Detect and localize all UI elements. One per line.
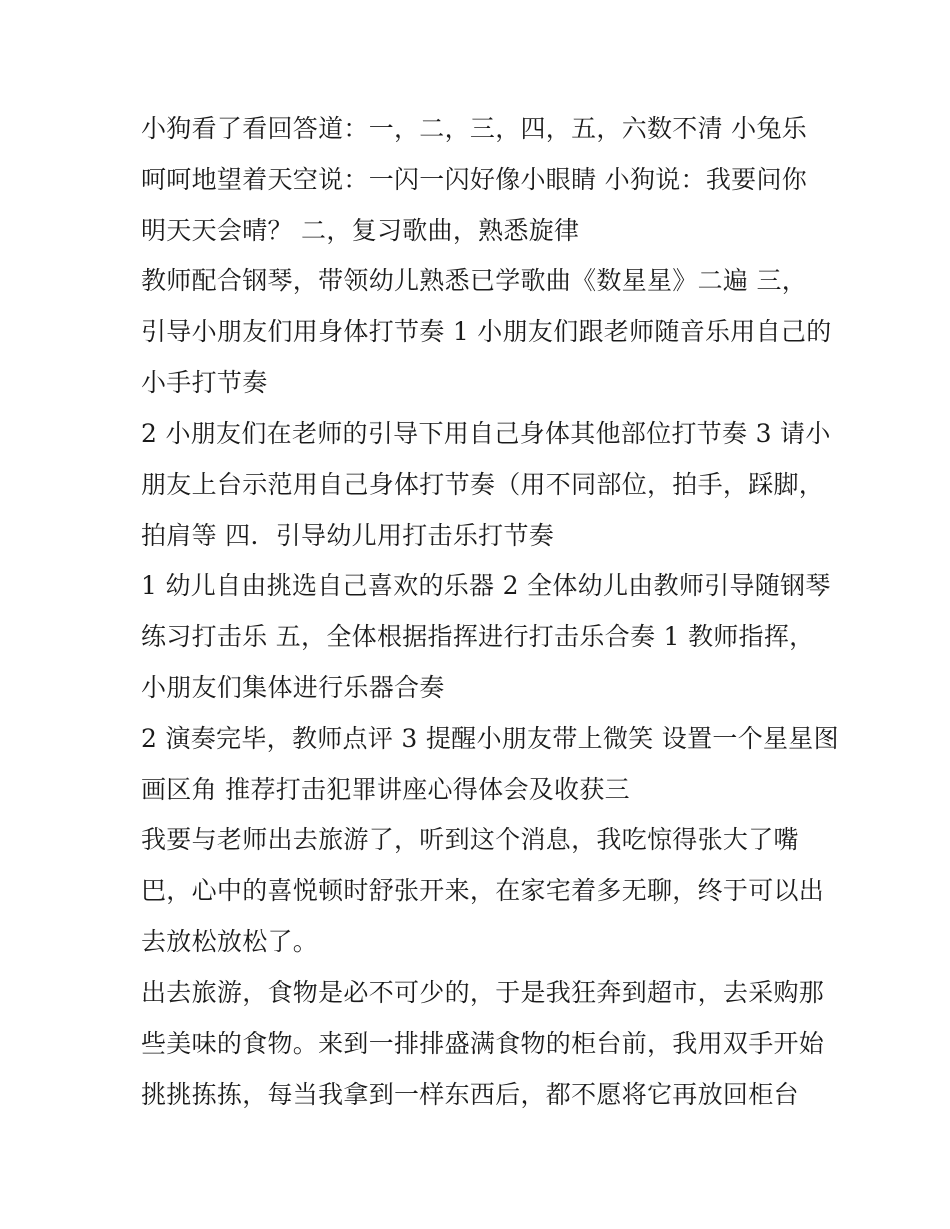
text-line: 巴，心中的喜悦顿时舒张开来，在家宅着多无聊，终于可以出 — [141, 876, 825, 905]
text-line: 2 小朋友们在老师的引导下用自己身体其他部位打节奏 3 请小 — [141, 419, 831, 448]
text-line: 我要与老师出去旅游了，听到这个消息，我吃惊得张大了嘴 — [141, 825, 799, 854]
text-line: 些美味的食物。来到一排排盛满食物的柜台前，我用双手开始 — [141, 1029, 825, 1058]
text-line: 朋友上台示范用自己身体打节奏（用不同部位，拍手，踩脚， — [141, 470, 825, 499]
text-line: 2 演奏完毕，教师点评 3 提醒小朋友带上微笑 设置一个星星图 — [141, 724, 839, 753]
text-line: 去放松放松了。 — [141, 927, 319, 956]
text-line: 小朋友们集体进行乐器合奏 — [141, 673, 445, 702]
text-line: 拍肩等 四．引导幼儿用打击乐打节奏 — [141, 521, 555, 550]
text-line: 画区角 推荐打击犯罪讲座心得体会及收获三 — [141, 775, 630, 804]
text-line: 1 幼儿自由挑选自己喜欢的乐器 2 全体幼儿由教师引导随钢琴 — [141, 571, 831, 600]
text-line: 练习打击乐 五，全体根据指挥进行打击乐合奏 1 教师指挥， — [141, 622, 815, 651]
text-line: 呵呵地望着天空说：一闪一闪好像小眼睛 小狗说：我要问你 — [141, 165, 808, 194]
text-line: 明天天会晴？ 二，复习歌曲，熟悉旋律 — [141, 216, 580, 245]
text-line: 引导小朋友们用身体打节奏 1 小朋友们跟老师随音乐用自己的 — [141, 317, 832, 346]
text-line: 小狗看了看回答道：一，二，三，四，五，六数不清 小兔乐 — [141, 114, 808, 143]
text-line: 挑挑拣拣，每当我拿到一样东西后，都不愿将它再放回柜台 — [141, 1080, 799, 1109]
text-line: 教师配合钢琴，带领幼儿熟悉已学歌曲《数星星》二遍 三， — [141, 266, 808, 295]
text-line: 小手打节奏 — [141, 368, 268, 397]
text-line: 出去旅游，食物是必不可少的，于是我狂奔到超市，去采购那 — [141, 978, 825, 1007]
